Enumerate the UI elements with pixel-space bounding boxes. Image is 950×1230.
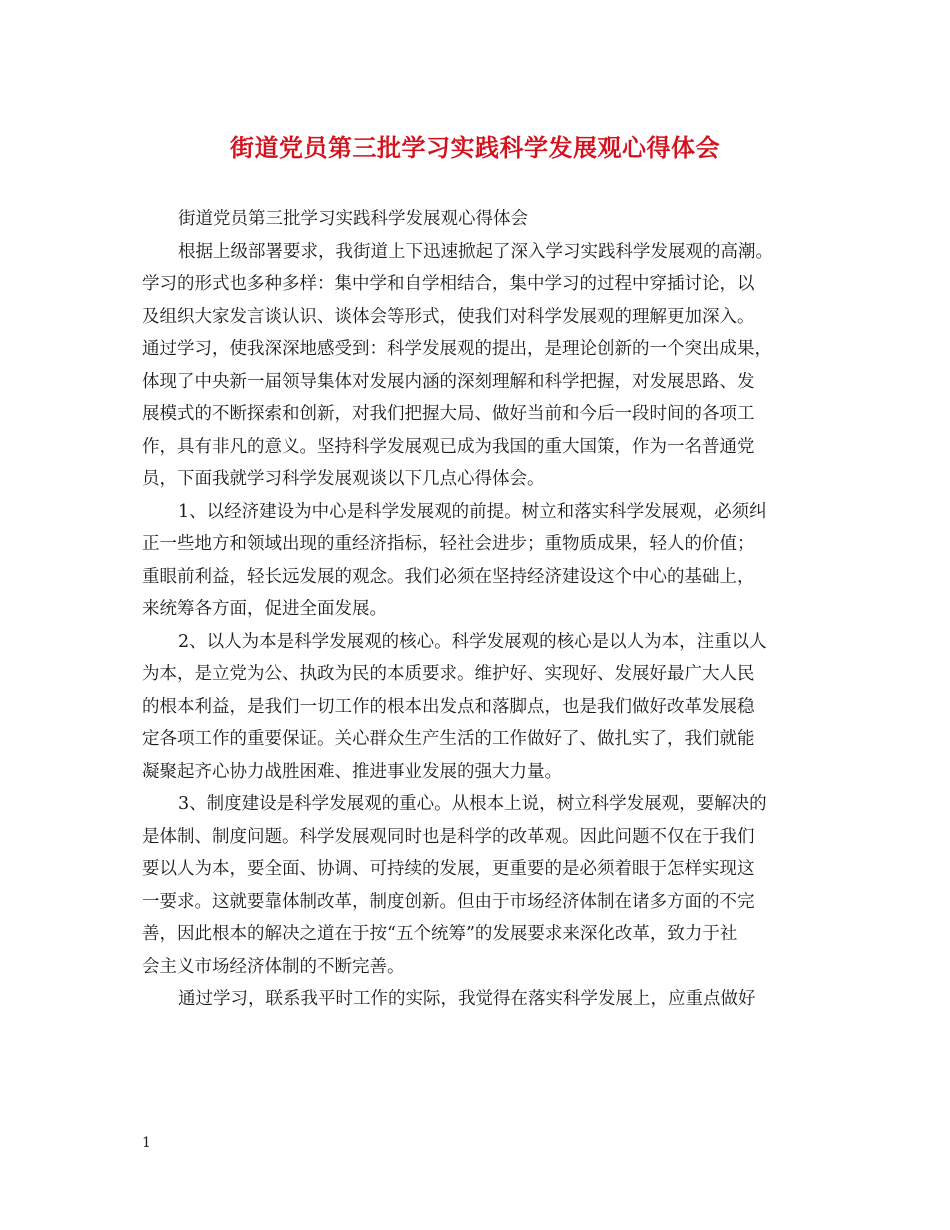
text-line: 2、以人为本是科学发展观的核心。科学发展观的核心是以人为本，注重以人: [178, 631, 767, 652]
page-number: 1: [142, 1135, 151, 1151]
text-line: 学习的形式也多种多样：集中学和自学相结合，集中学习的过程中穿插讨论，以: [142, 274, 755, 294]
document-body: [142, 203, 812, 1016]
text-line: 会主义市场经济体制的不断完善。: [142, 956, 405, 977]
text-line: 的根本利益，是我们一切工作的根本出发点和落脚点，也是我们做好改革发展稳: [142, 696, 755, 717]
text-line: 体现了中央新一届领导集体对发展内涵的深刻理解和科学把握，对发展思路、发: [142, 371, 755, 392]
text-line: 凝聚起齐心协力战胜困难、推进事业发展的强大力量。: [142, 761, 562, 782]
text-line: 一要求。这就要靠体制改革，制度创新。但由于市场经济体制在诸多方面的不完: [142, 891, 755, 912]
text-line: 正一些地方和领域出现的重经济指标，轻社会进步；重物质成果，轻人的价值；: [142, 534, 755, 554]
document-title: 街道党员第三批学习实践科学发展观心得体会: [230, 133, 720, 162]
text-line: 为本，是立党为公、执政为民的本质要求。维护好、实现好、发展好最广大人民: [142, 664, 755, 684]
text-line: 街道党员第三批学习实践科学发展观心得体会: [178, 209, 528, 229]
text-line: 作，具有非凡的意义。坚持科学发展观已成为我国的重大国策，作为一名普通党: [142, 436, 755, 457]
text-line: 要以人为本，要全面、协调、可持续的发展，更重要的是必须着眼于怎样实现这: [142, 859, 755, 879]
text-line: 定各项工作的重要保证。关心群众生产生活的工作做好了、做扎实了，我们就能: [142, 729, 755, 749]
text-line: 通过学习，联系我平时工作的实际，我觉得在落实科学发展上，应重点做好: [178, 989, 756, 1009]
text-line: 通过学习，使我深深地感受到：科学发展观的提出，是理论创新的一个突出成果，: [142, 339, 772, 359]
text-line: 善，因此根本的解决之道在于按“五个统筹”的发展要求来深化改革，致力于社: [142, 924, 738, 944]
text-line: 及组织大家发言谈认识、谈体会等形式，使我们对科学发展观的理解更加深入。: [142, 306, 755, 327]
text-line: 展模式的不断探索和创新，对我们把握大局、做好当前和今后一段时间的各项工: [142, 404, 755, 424]
text-line: 是体制、制度问题。科学发展观同时也是科学的改革观。因此问题不仅在于我们: [142, 826, 755, 847]
text-line: 重眼前利益，轻长远发展的观念。我们必须在坚持经济建设这个中心的基础上，: [142, 566, 755, 587]
text-line: 1、以经济建设为中心是科学发展观的前提。树立和落实科学发展观，必须纠: [178, 501, 767, 522]
text-line: 来统筹各方面，促进全面发展。: [142, 599, 387, 619]
text-line: 3、制度建设是科学发展观的重心。从根本上说，树立科学发展观，要解决的: [178, 794, 767, 814]
text-line: 根据上级部署要求，我街道上下迅速掀起了深入学习实践科学发展观的高潮。: [178, 241, 773, 262]
text-line: 员，下面我就学习科学发展观谈以下几点心得体会。: [142, 469, 545, 489]
